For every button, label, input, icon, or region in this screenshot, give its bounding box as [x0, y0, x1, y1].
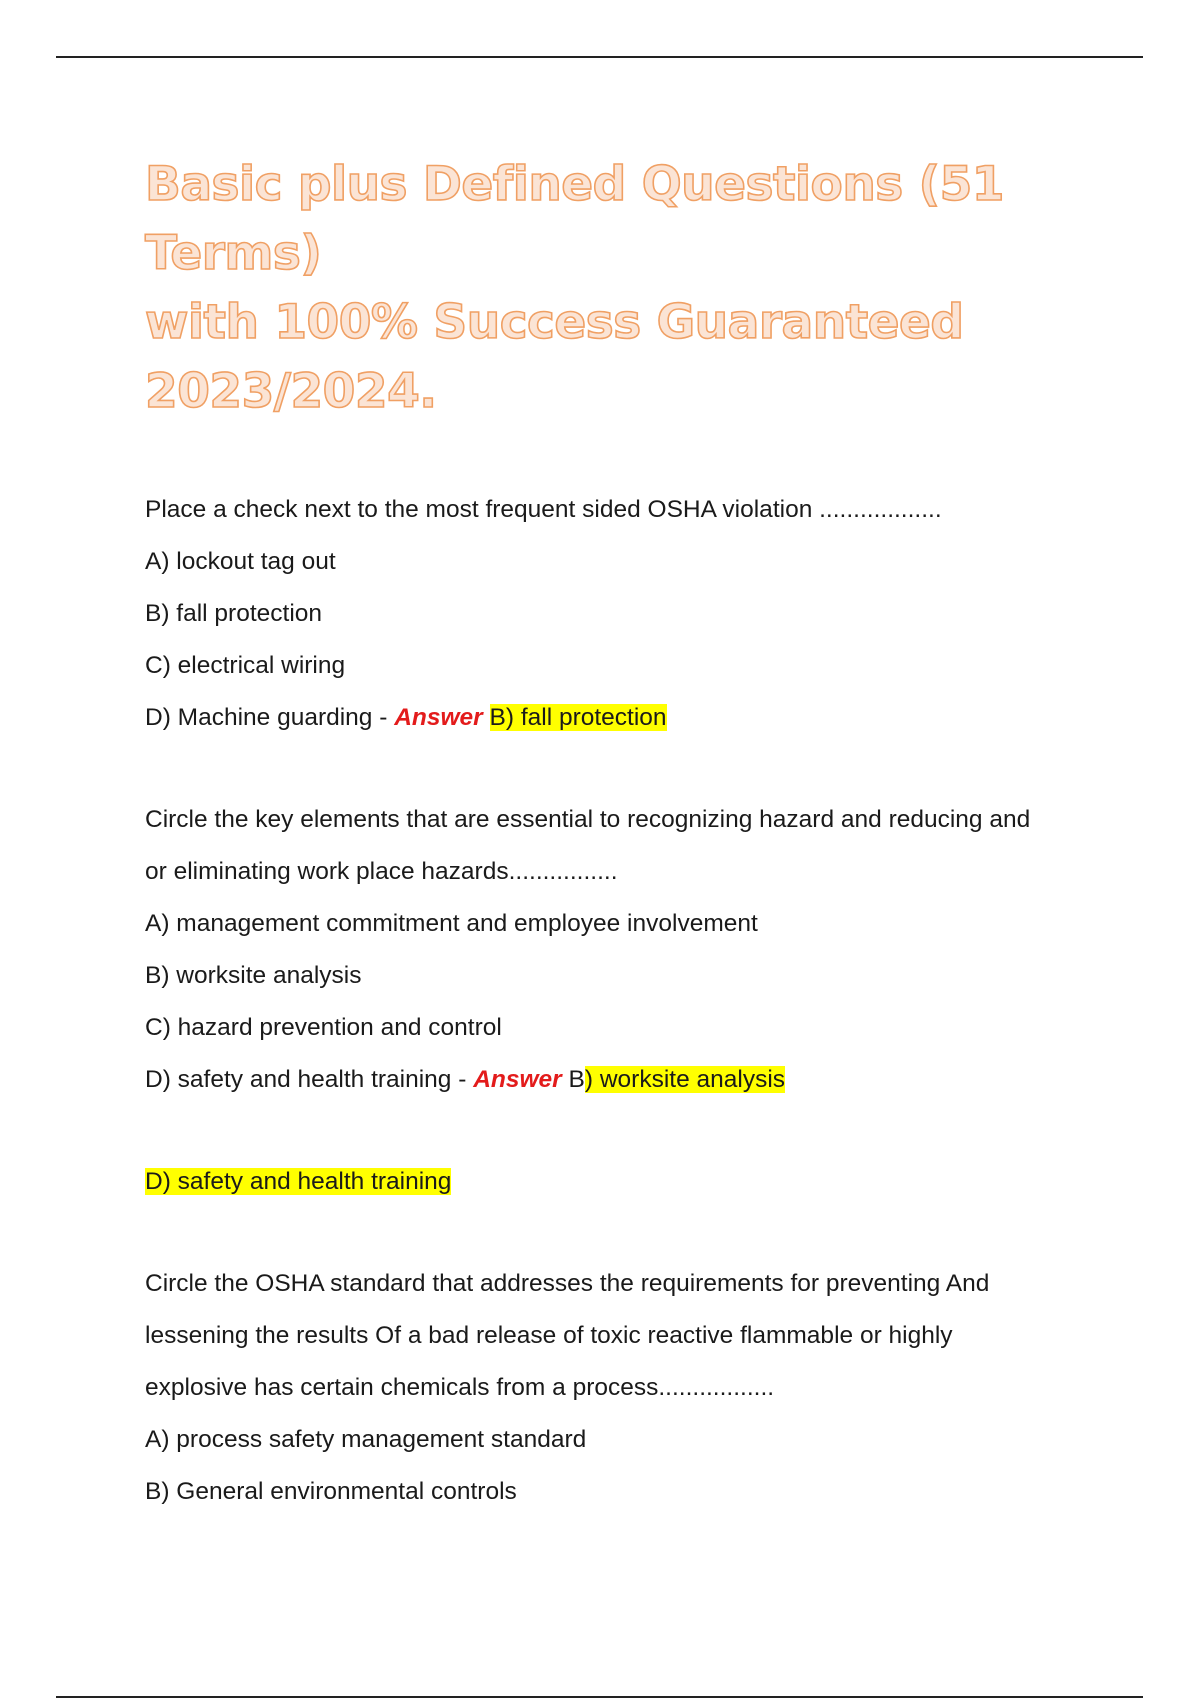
question-1-option-d-answer — [145, 692, 1090, 744]
header-rule — [56, 56, 1143, 58]
question-1-option-a: A) lockout tag out — [145, 548, 336, 575]
document-body — [145, 150, 1090, 1518]
questions — [145, 484, 1090, 1518]
answer-label: Answer — [473, 1066, 562, 1093]
question-1-stem: Place a check next to the most frequent sided OSHA violation .................. — [145, 496, 942, 523]
question-3-stem-line-2: lessening the results Of a bad release of toxic reactive flammable or highly — [145, 1322, 953, 1349]
document-title — [145, 150, 1090, 426]
question-3-option-a: A) process safety management standard — [145, 1426, 587, 1453]
question-3-stem-line-1: Circle the OSHA standard that addresses the requirements for preventing And — [145, 1270, 990, 1297]
question-2-option-a: A) management commitment and employee involvement — [145, 910, 758, 937]
question-1-option-d: D) Machine guarding - — [145, 704, 395, 731]
question-2-option-d: D) safety and health training - — [145, 1066, 474, 1093]
question-2-option-d-answer — [145, 1054, 1090, 1106]
answer-plain — [483, 704, 490, 731]
question-2-extra-answer — [145, 1156, 1090, 1208]
question-3-stem-line-3: explosive has certain chemicals from a process................. — [145, 1374, 775, 1401]
question-3-option-b: B) General environmental controls — [145, 1478, 517, 1505]
question-1-option-c: C) electrical wiring — [145, 652, 346, 679]
question-1-option-b: B) fall protection — [145, 600, 323, 627]
title-line-2: with 100% Success Guaranteed — [145, 295, 964, 350]
answer-plain: B — [561, 1066, 585, 1093]
footer-rule — [56, 1696, 1143, 1698]
answer-highlight: B) fall protection — [489, 704, 667, 731]
question-2-option-b: B) worksite analysis — [145, 962, 362, 989]
answer-highlight: ) worksite analysis — [584, 1066, 786, 1093]
answer-highlight: D) safety and health training — [145, 1168, 452, 1195]
title-line-1: Basic plus Defined Questions (51 Terms) — [145, 157, 1005, 281]
question-2-stem-line-2: or eliminating work place hazards................ — [145, 858, 618, 885]
question-2-stem-line-1: Circle the key elements that are essential to recognizing hazard and reducing and — [145, 806, 1031, 833]
title-line-3: 2023/2024. — [145, 364, 437, 419]
answer-label: Answer — [394, 704, 483, 731]
question-2-option-c: C) hazard prevention and control — [145, 1014, 502, 1041]
